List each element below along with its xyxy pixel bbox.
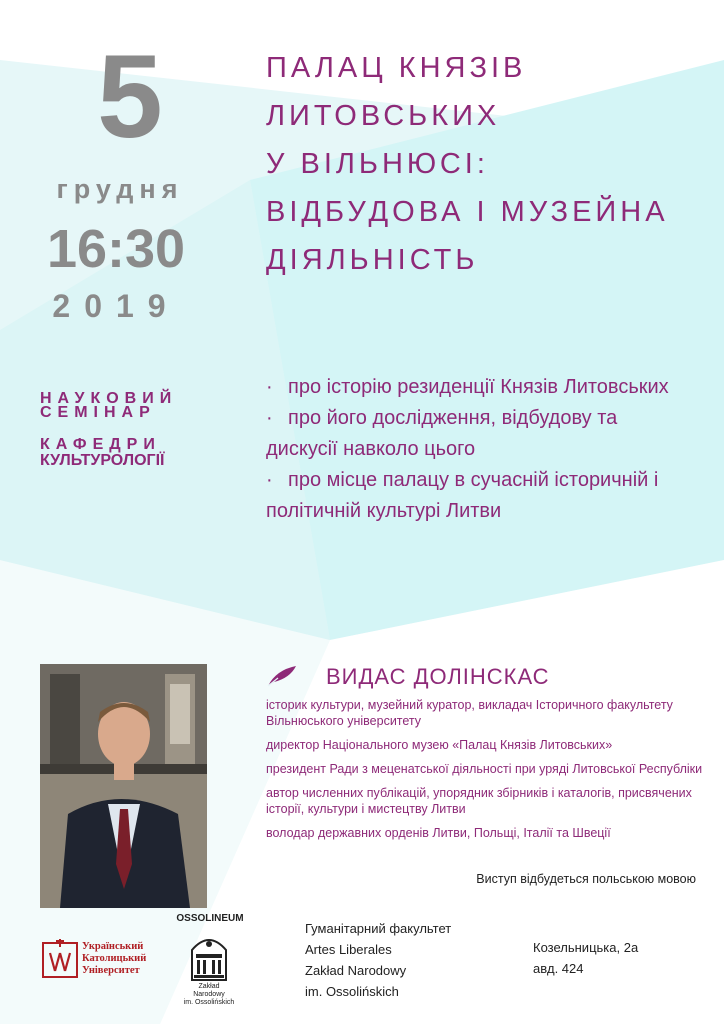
topic-text: про місце палацу в сучасній історичній і політичній культурі Литви (266, 469, 659, 522)
ucu-logo-text: Український Католицький Університет (82, 941, 147, 976)
date-year: 2019 (52, 288, 180, 324)
title-line: ВІДБУДОВА І МУЗЕЙНА (266, 196, 669, 228)
room-number: авд. 424 (533, 961, 584, 976)
ossolineum-title: OSSOLINEUM (176, 913, 244, 924)
bullet-icon: · (266, 469, 273, 491)
topic-item (266, 372, 686, 403)
venue-address (533, 937, 638, 979)
topic-item (266, 465, 686, 527)
faculty-name: Гуманітарний факультет (305, 921, 452, 936)
quill-icon (266, 664, 298, 688)
event-title (266, 44, 716, 284)
seminar-label-line1: НАУКОВИЙ (40, 390, 178, 407)
title-line: ЛИТОВСЬКИХ (266, 100, 501, 132)
org-name: Artes Liberales (305, 942, 392, 957)
title-line: ПАЛАЦ КНЯЗІВ (266, 52, 527, 84)
seminar-label-line3: КАФЕДРИ (40, 436, 161, 453)
speaker-name: ВИДАС ДОЛІНСКАС (326, 664, 550, 689)
date-time: 16:30 (46, 219, 186, 279)
bullet-icon: · (266, 407, 273, 429)
seminar-label-line2: СЕМІНАР (40, 404, 156, 421)
speaker-bio (266, 697, 706, 849)
topics-list (266, 372, 686, 527)
org-name: im. Ossolińskich (305, 984, 399, 999)
speaker-photo (40, 664, 207, 908)
title-line: ДІЯЛЬНІСТЬ (266, 244, 479, 276)
ucu-logo-icon (40, 937, 80, 981)
bio-item: директор Національного музею «Палац Князів Литовських» (266, 738, 613, 752)
org-name: Zakład Narodowy (305, 963, 407, 978)
topic-text: про його дослідження, відбудову та дискусії навколо цього (266, 407, 618, 460)
date-day: 5 (97, 31, 163, 163)
seminar-label-line4: КУЛЬТУРОЛОГІЇ (40, 452, 165, 469)
ossolineum-subtitle: Zakład Narodowy im. Ossolińskich (183, 983, 235, 1006)
topic-text: про історію резиденції Князів Литовських (288, 376, 669, 398)
date-month: грудня (56, 174, 184, 204)
bullet-icon: · (266, 376, 273, 398)
bio-item: володар державних орденів Литви, Польщі, Італії та Швеції (266, 826, 611, 840)
title-line: У ВІЛЬНЮСІ: (266, 148, 489, 180)
topic-item (266, 403, 686, 465)
bio-item: історик культури, музейний куратор, викладач Історичного факультету Вільнюського університету (266, 698, 673, 728)
bio-item: президент Ради з меценатської діяльності при уряді Литовської Республіки (266, 762, 703, 776)
bio-item: автор численних публікацій, упорядник збірників і каталогів, присвячених історії, культури і мистецтву Литви (266, 786, 692, 816)
organizer-address (305, 918, 451, 1002)
street-address: Козельницька, 2а (533, 940, 639, 955)
language-note: Виступ відбудеться польською мовою (476, 872, 696, 886)
